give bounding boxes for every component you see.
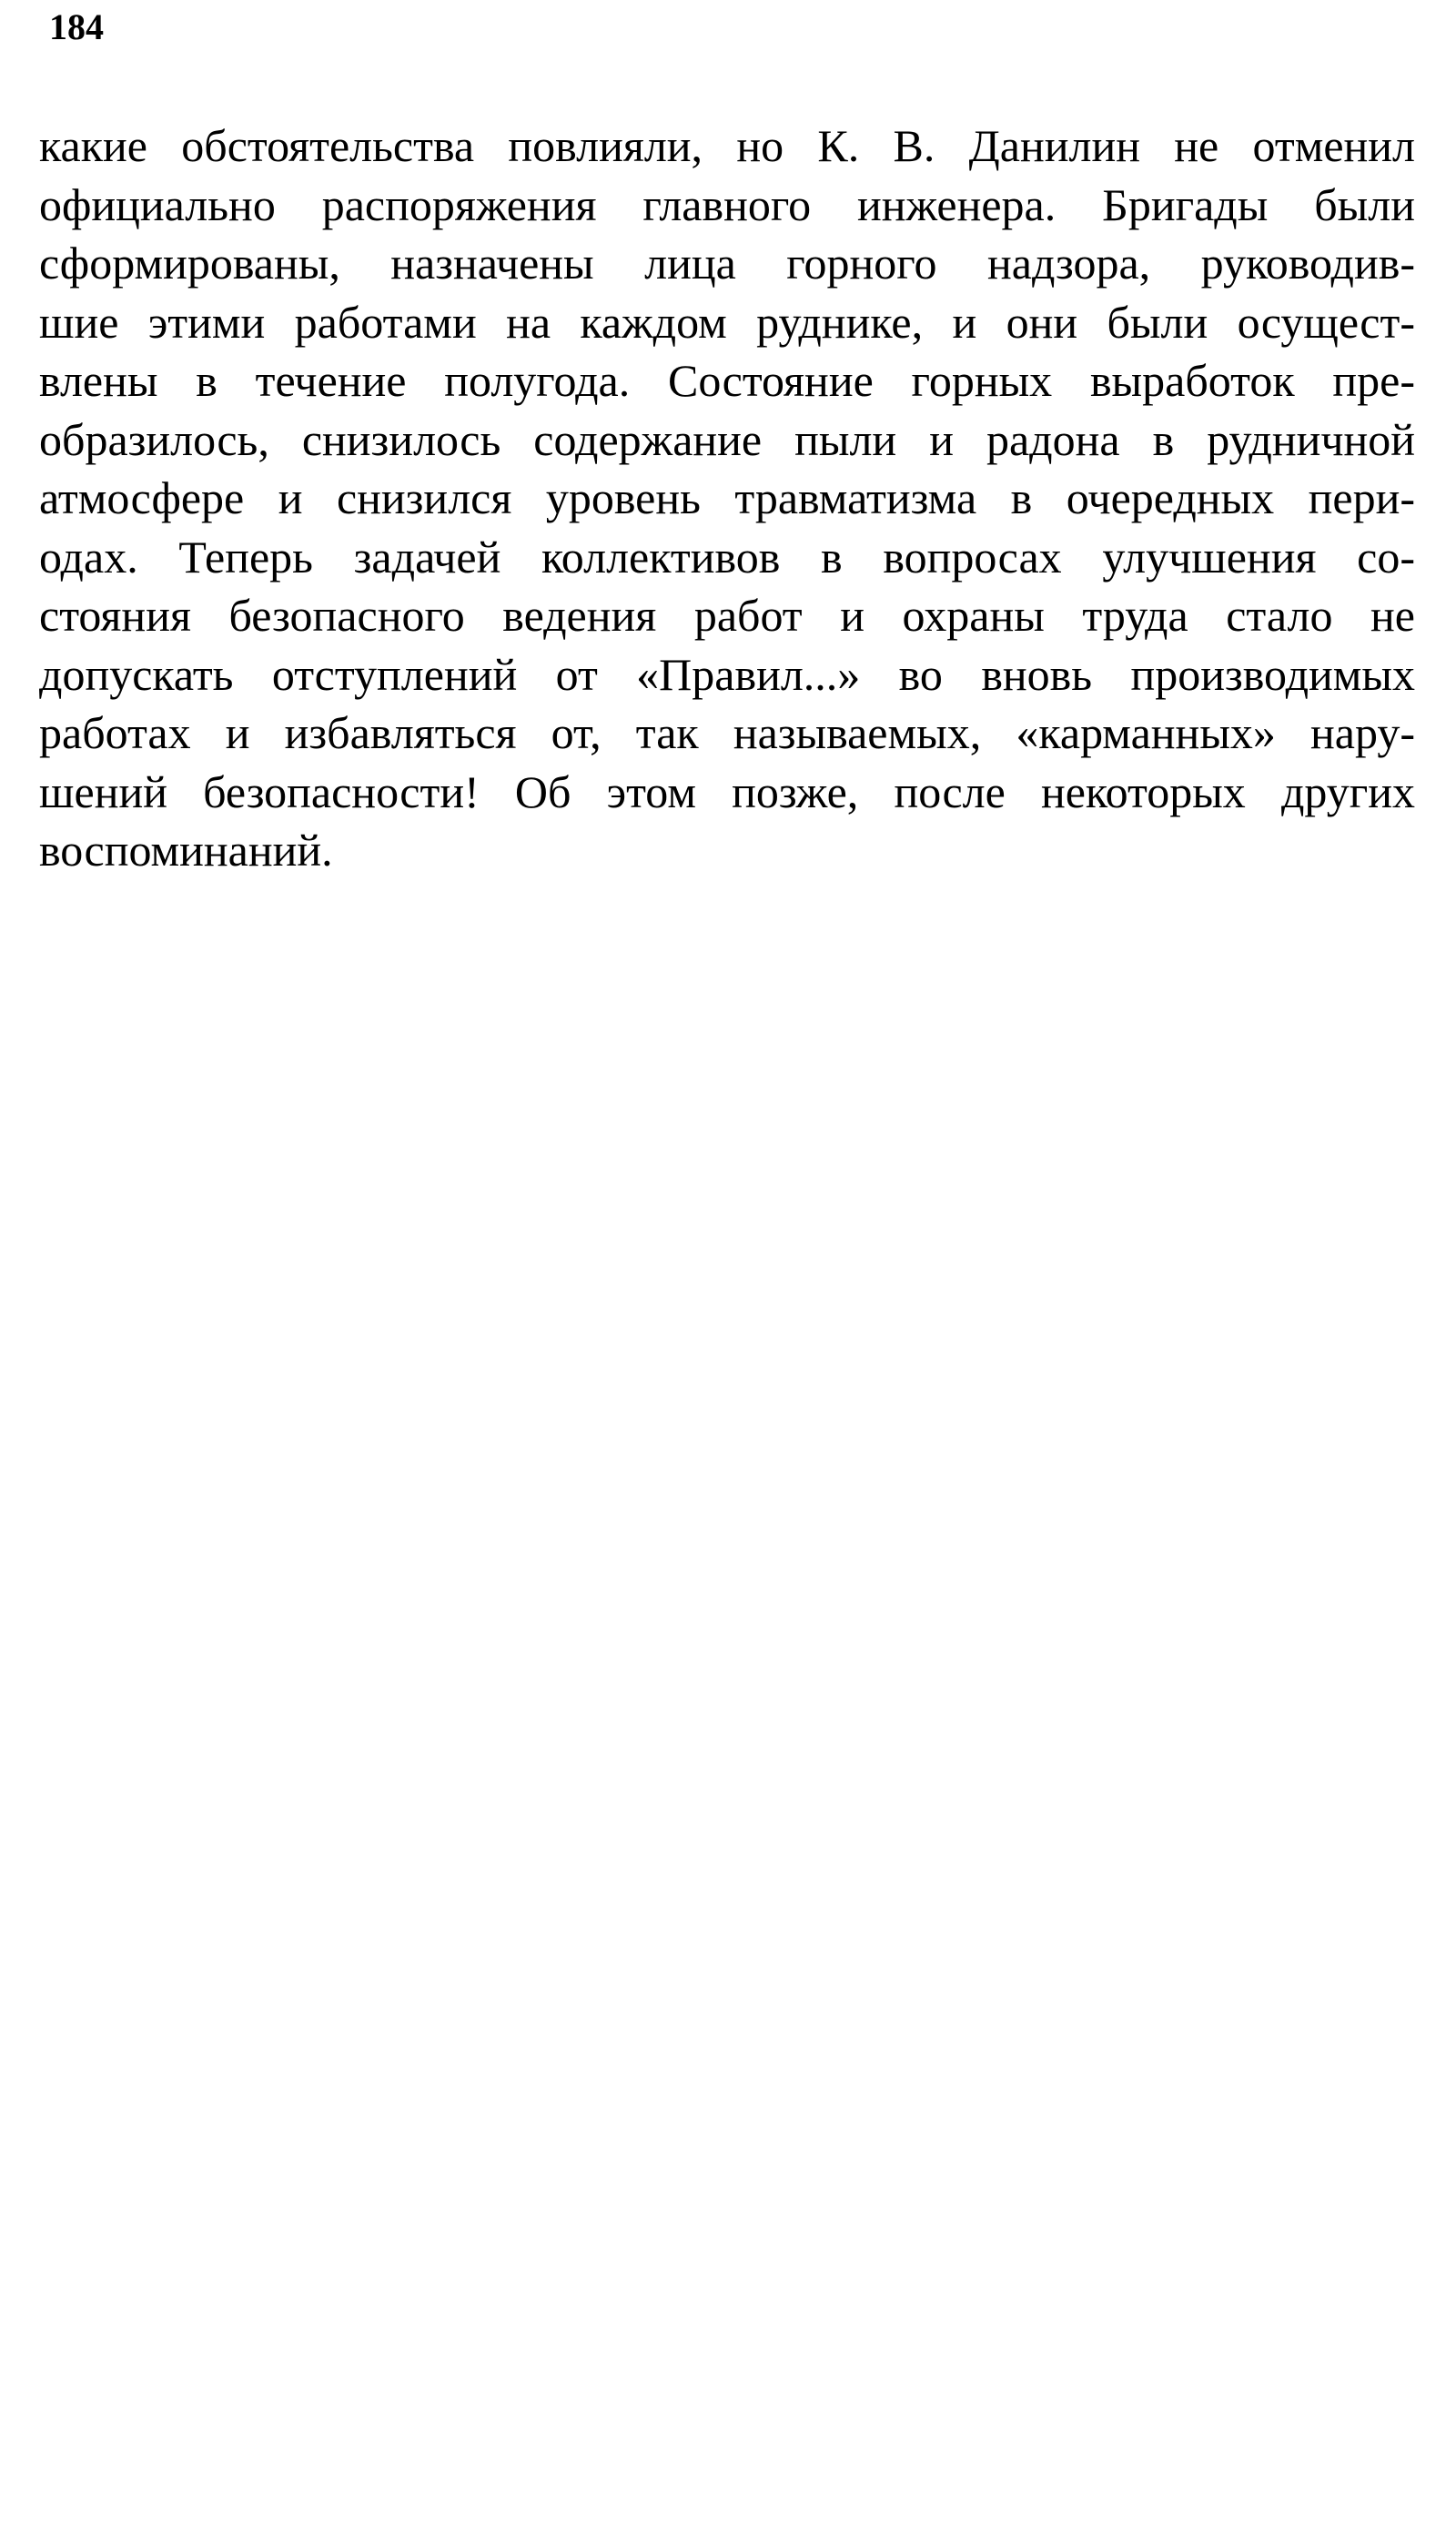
text-line: одах. Теперь задачей коллективов в вопросах улучшения со-: [39, 531, 1415, 583]
text-line: допускать отступлений от «Правил...» во вновь производимых: [39, 648, 1415, 700]
text-line: воспоминаний.: [39, 825, 333, 876]
body-text: [39, 117, 1415, 880]
text-line: образилось, снизилось содержание пыли и радона в рудничной: [39, 413, 1415, 465]
text-line: работах и избавляться от, так называемых, «карманных» нару-: [39, 707, 1415, 758]
page-number: 184: [49, 6, 104, 47]
text-line: шений безопасности! Об этом позже, после некоторых других: [39, 765, 1415, 817]
text-line: влены в течение полугода. Состояние горных выработок пре-: [39, 355, 1415, 406]
text-line: шие этими работами на каждом руднике, и они были осущест-: [39, 296, 1415, 348]
text-line: сформированы, назначены лица горного надзора, руководив-: [39, 238, 1415, 289]
text-line: стояния безопасного ведения работ и охраны труда стало не: [39, 590, 1415, 641]
text-line: официально распоряжения главного инженера. Бригады были: [39, 178, 1415, 230]
text-line: атмосфере и снизился уровень травматизма в очередных пери-: [39, 472, 1415, 523]
text-line: какие обстоятельства повлияли, но К. В. Данилин не отменил: [39, 120, 1415, 171]
